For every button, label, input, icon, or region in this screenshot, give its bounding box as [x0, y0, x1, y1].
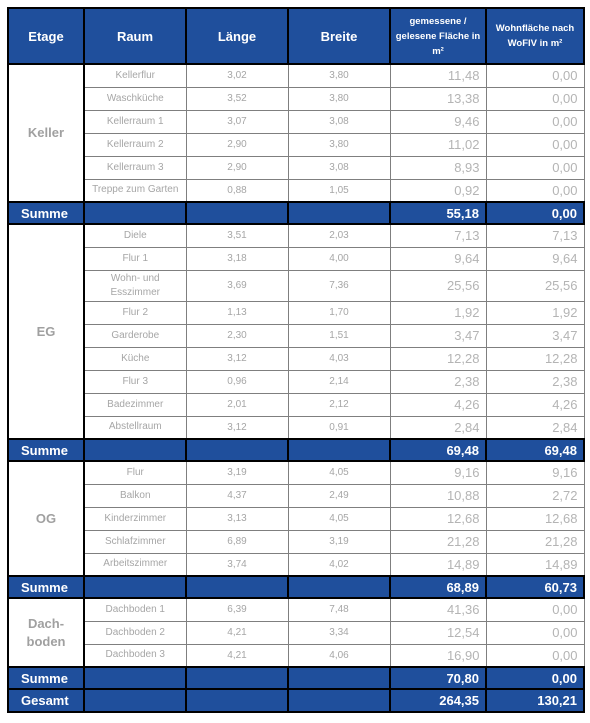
raum-cell: Kellerraum 3: [84, 156, 186, 179]
flaeche-cell: 2,84: [390, 416, 486, 439]
wohn-cell: 0,00: [486, 621, 584, 644]
raum-cell: Dachboden 1: [84, 598, 186, 621]
breite-cell: 4,00: [288, 247, 390, 270]
laenge-cell: 3,51: [186, 224, 288, 247]
table-row: [8, 553, 584, 576]
table-row: [8, 64, 584, 87]
raum-cell: Flur 2: [84, 301, 186, 324]
table-row: [8, 393, 584, 416]
gesamt-flaeche: 264,35: [390, 689, 486, 712]
breite-cell: 3,08: [288, 156, 390, 179]
breite-cell: 4,05: [288, 461, 390, 484]
flaeche-cell: 16,90: [390, 644, 486, 667]
table-row: [8, 347, 584, 370]
raum-cell: Flur 1: [84, 247, 186, 270]
raum-cell: Schlafzimmer: [84, 530, 186, 553]
flaeche-cell: 12,28: [390, 347, 486, 370]
raum-cell: Garderobe: [84, 324, 186, 347]
laenge-cell: 3,74: [186, 553, 288, 576]
flaeche-cell: 4,26: [390, 393, 486, 416]
flaeche-cell: 9,16: [390, 461, 486, 484]
raum-cell: Arbeitszimmer: [84, 553, 186, 576]
laenge-cell: 2,90: [186, 133, 288, 156]
summe-wohn: 0,00: [486, 202, 584, 224]
breite-cell: 4,03: [288, 347, 390, 370]
table-row: [8, 644, 584, 667]
wohn-cell: 9,16: [486, 461, 584, 484]
laenge-cell: 4,37: [186, 484, 288, 507]
summe-label: Summe: [8, 202, 84, 224]
wohn-cell: 25,56: [486, 270, 584, 301]
raum-cell: Wohn- und Esszimmer: [84, 270, 186, 301]
etage-eg: EG: [8, 224, 84, 439]
wohn-cell: 0,00: [486, 179, 584, 202]
table-row: [8, 324, 584, 347]
table-row: [8, 179, 584, 202]
flaeche-cell: 8,93: [390, 156, 486, 179]
laenge-cell: 2,01: [186, 393, 288, 416]
header-wohnflaeche: Wohnfläche nach WoFlV in m²: [486, 8, 584, 64]
table-row: [8, 301, 584, 324]
raum-cell: Abstellraum: [84, 416, 186, 439]
empty-cell: [84, 689, 186, 712]
breite-cell: 3,80: [288, 64, 390, 87]
breite-cell: 3,08: [288, 110, 390, 133]
laenge-cell: 3,12: [186, 416, 288, 439]
area-table-container: [7, 7, 585, 713]
raum-cell: Kellerraum 2: [84, 133, 186, 156]
wohn-cell: 14,89: [486, 553, 584, 576]
flaeche-cell: 11,02: [390, 133, 486, 156]
flaeche-cell: 7,13: [390, 224, 486, 247]
empty-cell: [288, 202, 390, 224]
wohn-cell: 0,00: [486, 644, 584, 667]
breite-cell: 0,91: [288, 416, 390, 439]
laenge-cell: 3,13: [186, 507, 288, 530]
table-row: [8, 484, 584, 507]
flaeche-cell: 41,36: [390, 598, 486, 621]
gesamt-label: Gesamt: [8, 689, 84, 712]
summe-flaeche: 69,48: [390, 439, 486, 461]
laenge-cell: 6,39: [186, 598, 288, 621]
wohn-cell: 7,13: [486, 224, 584, 247]
empty-cell: [84, 439, 186, 461]
area-table: [7, 7, 585, 713]
table-row: [8, 416, 584, 439]
wohn-cell: 0,00: [486, 64, 584, 87]
breite-cell: 1,70: [288, 301, 390, 324]
breite-cell: 7,36: [288, 270, 390, 301]
wohn-cell: 0,00: [486, 87, 584, 110]
summe-row-eg: [8, 439, 584, 461]
raum-cell: Diele: [84, 224, 186, 247]
flaeche-cell: 12,68: [390, 507, 486, 530]
laenge-cell: 2,30: [186, 324, 288, 347]
breite-cell: 4,05: [288, 507, 390, 530]
laenge-cell: 0,96: [186, 370, 288, 393]
breite-cell: 4,06: [288, 644, 390, 667]
breite-cell: 1,51: [288, 324, 390, 347]
raum-cell: Flur 3: [84, 370, 186, 393]
flaeche-cell: 0,92: [390, 179, 486, 202]
wohn-cell: 9,64: [486, 247, 584, 270]
summe-row-dachboden: [8, 667, 584, 689]
breite-cell: 7,48: [288, 598, 390, 621]
empty-cell: [288, 439, 390, 461]
empty-cell: [288, 667, 390, 689]
laenge-cell: 2,90: [186, 156, 288, 179]
wohn-cell: 2,72: [486, 484, 584, 507]
raum-cell: Flur: [84, 461, 186, 484]
table-row: [8, 598, 584, 621]
raum-cell: Badezimmer: [84, 393, 186, 416]
summe-flaeche: 68,89: [390, 576, 486, 598]
laenge-cell: 3,02: [186, 64, 288, 87]
wohn-cell: 2,38: [486, 370, 584, 393]
laenge-cell: 0,88: [186, 179, 288, 202]
laenge-cell: 3,12: [186, 347, 288, 370]
breite-cell: 3,19: [288, 530, 390, 553]
table-row: [8, 87, 584, 110]
summe-wohn: 69,48: [486, 439, 584, 461]
laenge-cell: 4,21: [186, 644, 288, 667]
etage-og: OG: [8, 461, 84, 576]
breite-cell: 3,80: [288, 133, 390, 156]
table-row: [8, 133, 584, 156]
flaeche-cell: 11,48: [390, 64, 486, 87]
header-raum: Raum: [84, 8, 186, 64]
table-row: [8, 507, 584, 530]
breite-cell: 3,34: [288, 621, 390, 644]
laenge-cell: 3,52: [186, 87, 288, 110]
wohn-cell: 4,26: [486, 393, 584, 416]
summe-row-og: [8, 576, 584, 598]
empty-cell: [288, 689, 390, 712]
summe-label: Summe: [8, 576, 84, 598]
table-row: [8, 247, 584, 270]
header-gemessene-flaeche: gemessene / gelesene Fläche in m²: [390, 8, 486, 64]
breite-cell: 2,03: [288, 224, 390, 247]
flaeche-cell: 9,64: [390, 247, 486, 270]
empty-cell: [84, 667, 186, 689]
breite-cell: 2,12: [288, 393, 390, 416]
wohn-cell: 0,00: [486, 110, 584, 133]
wohn-cell: 12,28: [486, 347, 584, 370]
laenge-cell: 3,18: [186, 247, 288, 270]
table-row: [8, 621, 584, 644]
wohn-cell: 3,47: [486, 324, 584, 347]
flaeche-cell: 21,28: [390, 530, 486, 553]
laenge-cell: 3,19: [186, 461, 288, 484]
laenge-cell: 1,13: [186, 301, 288, 324]
laenge-cell: 3,69: [186, 270, 288, 301]
header-row: [8, 8, 584, 64]
flaeche-cell: 1,92: [390, 301, 486, 324]
flaeche-cell: 10,88: [390, 484, 486, 507]
laenge-cell: 4,21: [186, 621, 288, 644]
breite-cell: 4,02: [288, 553, 390, 576]
raum-cell: Kinderzimmer: [84, 507, 186, 530]
wohn-cell: 0,00: [486, 156, 584, 179]
flaeche-cell: 2,38: [390, 370, 486, 393]
empty-cell: [186, 439, 288, 461]
flaeche-cell: 9,46: [390, 110, 486, 133]
table-row: [8, 110, 584, 133]
empty-cell: [186, 576, 288, 598]
etage-keller: Keller: [8, 64, 84, 202]
raum-cell: Waschküche: [84, 87, 186, 110]
empty-cell: [288, 576, 390, 598]
flaeche-cell: 3,47: [390, 324, 486, 347]
table-row: [8, 530, 584, 553]
breite-cell: 1,05: [288, 179, 390, 202]
summe-row-keller: [8, 202, 584, 224]
gesamt-row: [8, 689, 584, 712]
flaeche-cell: 12,54: [390, 621, 486, 644]
wohn-cell: 2,84: [486, 416, 584, 439]
flaeche-cell: 25,56: [390, 270, 486, 301]
empty-cell: [186, 202, 288, 224]
empty-cell: [84, 576, 186, 598]
raum-cell: Balkon: [84, 484, 186, 507]
table-row: [8, 461, 584, 484]
raum-cell: Dachboden 3: [84, 644, 186, 667]
summe-label: Summe: [8, 667, 84, 689]
laenge-cell: 3,07: [186, 110, 288, 133]
raum-cell: Kellerraum 1: [84, 110, 186, 133]
empty-cell: [186, 667, 288, 689]
table-row: [8, 156, 584, 179]
summe-flaeche: 70,80: [390, 667, 486, 689]
etage-dachboden: Dach-boden: [8, 598, 84, 667]
table-row: [8, 224, 584, 247]
gesamt-wohn: 130,21: [486, 689, 584, 712]
flaeche-cell: 14,89: [390, 553, 486, 576]
empty-cell: [84, 202, 186, 224]
summe-wohn: 60,73: [486, 576, 584, 598]
raum-cell: Küche: [84, 347, 186, 370]
table-row: [8, 370, 584, 393]
breite-cell: 2,49: [288, 484, 390, 507]
flaeche-cell: 13,38: [390, 87, 486, 110]
wohn-cell: 0,00: [486, 598, 584, 621]
empty-cell: [186, 689, 288, 712]
header-breite: Breite: [288, 8, 390, 64]
summe-label: Summe: [8, 439, 84, 461]
summe-wohn: 0,00: [486, 667, 584, 689]
breite-cell: 3,80: [288, 87, 390, 110]
breite-cell: 2,14: [288, 370, 390, 393]
raum-cell: Treppe zum Garten: [84, 179, 186, 202]
wohn-cell: 21,28: [486, 530, 584, 553]
wohn-cell: 12,68: [486, 507, 584, 530]
summe-flaeche: 55,18: [390, 202, 486, 224]
wohn-cell: 0,00: [486, 133, 584, 156]
header-etage: Etage: [8, 8, 84, 64]
header-laenge: Länge: [186, 8, 288, 64]
raum-cell: Kellerflur: [84, 64, 186, 87]
laenge-cell: 6,89: [186, 530, 288, 553]
table-row: [8, 270, 584, 301]
wohn-cell: 1,92: [486, 301, 584, 324]
raum-cell: Dachboden 2: [84, 621, 186, 644]
